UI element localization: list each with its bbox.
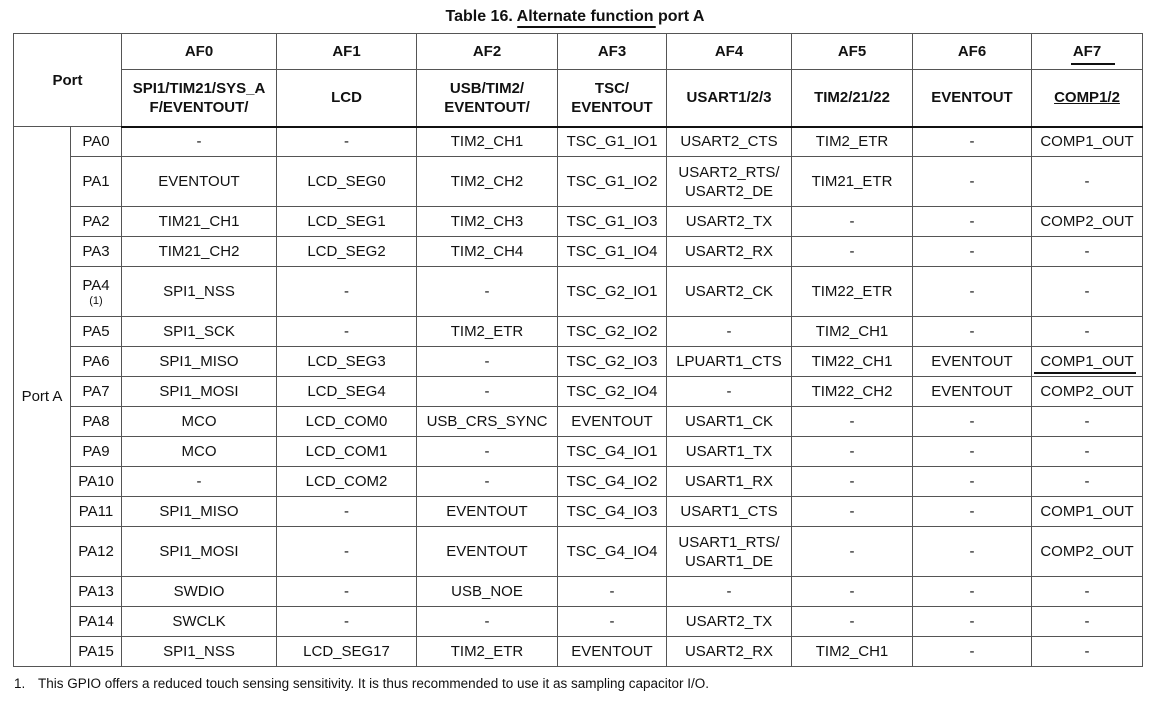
af7-cell: COMP2_OUT [1032,527,1143,577]
port-group-label: Port A [14,127,71,667]
af3-cell: EVENTOUT [558,407,667,437]
af1-cell: LCD_SEG1 [277,207,417,237]
af3-cell: TSC_G4_IO1 [558,437,667,467]
header-af7-functions [1032,70,1143,127]
af1-cell: - [277,527,417,577]
af4-cell: USART2_CTS [667,127,792,157]
header-af7-functions-text: COMP1/2 [1054,89,1120,107]
af1-cell: LCD_SEG17 [277,637,417,667]
af1-cell: LCD_COM2 [277,467,417,497]
table-row [14,377,1143,407]
af6-cell: - [913,267,1032,317]
af7-cell: - [1032,267,1143,317]
pin-name: PA0 [82,133,110,150]
table-row [14,157,1143,207]
af1-cell: LCD_SEG3 [277,347,417,377]
pin-name: PA13 [78,583,114,600]
af7-cell: - [1032,577,1143,607]
table-row [14,207,1143,237]
pin-name: PA1 [82,173,110,190]
af0-cell: SPI1_MISO [122,347,277,377]
pin-name: PA4 [82,277,110,294]
pin-name: PA12 [78,543,114,560]
header-row-af [14,34,1143,70]
alternate-function-table [13,33,1143,667]
footnote [14,676,709,691]
pin-name: PA9 [82,443,110,460]
af6-cell: - [913,317,1032,347]
header-af7-label: AF7 [1072,43,1102,60]
af5-cell: - [792,607,913,637]
af0-cell: SPI1_NSS [122,267,277,317]
pin-name: PA3 [82,243,110,260]
pin-name: PA11 [78,503,114,520]
table-row [14,317,1143,347]
footnote-text: This GPIO offers a reduced touch sensing sensitivity. It is thus recommended to use it as sampling capacitor I/O. [38,676,710,691]
header-af7 [1032,34,1143,70]
pin-cell [71,347,122,377]
af2-cell: - [417,267,558,317]
af4-cell: - [667,317,792,347]
af2-cell: - [417,607,558,637]
af7-cell: COMP2_OUT [1032,377,1143,407]
footnote-number: 1. [14,676,26,691]
af7-cell: COMP1_OUT [1032,347,1143,377]
header-af3-functions: TSC/ EVENTOUT [558,70,667,127]
af6-cell: EVENTOUT [913,377,1032,407]
af4-cell: USART2_TX [667,607,792,637]
af0-cell: - [122,127,277,157]
af4-cell: LPUART1_CTS [667,347,792,377]
af6-cell: - [913,237,1032,267]
af6-cell: - [913,467,1032,497]
af3-cell: TSC_G1_IO2 [558,157,667,207]
af0-cell: SPI1_MISO [122,497,277,527]
af4-cell: USART1_RTS/ USART1_DE [667,527,792,577]
table-row [14,407,1143,437]
pin-cell [71,267,122,317]
pin-cell [71,497,122,527]
table-row [14,607,1143,637]
af3-cell: - [558,577,667,607]
af6-cell: - [913,407,1032,437]
af0-cell: EVENTOUT [122,157,277,207]
table-row [14,347,1143,377]
pin-cell [71,127,122,157]
table-row [14,577,1143,607]
af2-cell: TIM2_CH3 [417,207,558,237]
table-row [14,437,1143,467]
af3-cell: EVENTOUT [558,637,667,667]
af6-cell: - [913,577,1032,607]
header-row-functions [14,70,1143,127]
af1-cell: - [277,607,417,637]
header-af0: AF0 [122,34,277,70]
af5-cell: - [792,527,913,577]
af1-cell: - [277,317,417,347]
af6-cell: - [913,637,1032,667]
pin-name: PA8 [82,413,110,430]
af4-cell: - [667,377,792,407]
af1-cell: LCD_SEG0 [277,157,417,207]
header-af2-functions: USB/TIM2/ EVENTOUT/ [417,70,558,127]
af1-cell: LCD_SEG2 [277,237,417,267]
af6-cell: - [913,607,1032,637]
af1-cell: - [277,127,417,157]
af7-cell: - [1032,407,1143,437]
af3-cell: TSC_G4_IO2 [558,467,667,497]
pin-cell [71,527,122,577]
pin-cell [71,317,122,347]
af7-cell: - [1032,237,1143,267]
af3-cell: - [558,607,667,637]
af7-cell: COMP1_OUT [1032,497,1143,527]
af5-cell: - [792,407,913,437]
af5-cell: TIM2_CH1 [792,637,913,667]
pin-cell [71,407,122,437]
table-row [14,497,1143,527]
header-af3: AF3 [558,34,667,70]
table-row [14,637,1143,667]
af0-cell: - [122,467,277,497]
af4-cell: USART1_CK [667,407,792,437]
af6-cell: - [913,157,1032,207]
af5-cell: TIM22_CH1 [792,347,913,377]
pin-cell [71,437,122,467]
header-af5-functions: TIM2/21/22 [792,70,913,127]
af2-cell: EVENTOUT [417,497,558,527]
header-port: Port [14,34,122,127]
af-value: TSC_G2_IO3 [566,353,658,370]
header-af1-functions: LCD [277,70,417,127]
pin-cell [71,577,122,607]
header-af6-functions: EVENTOUT [913,70,1032,127]
af1-cell: - [277,577,417,607]
af7-cell: - [1032,607,1143,637]
af5-cell: TIM2_CH1 [792,317,913,347]
caption-prefix: Table 16. [445,8,517,25]
caption-suffix: port A [653,8,705,25]
af4-cell: USART1_CTS [667,497,792,527]
af1-cell: LCD_COM0 [277,407,417,437]
af1-cell: - [277,267,417,317]
pin-name: PA10 [78,473,114,490]
af2-cell: - [417,347,558,377]
af6-cell: - [913,527,1032,577]
af6-cell: - [913,437,1032,467]
header-af1: AF1 [277,34,417,70]
af6-cell: EVENTOUT [913,347,1032,377]
pin-footnote-ref: (1) [89,295,103,307]
af4-cell: USART2_RX [667,237,792,267]
af5-cell: TIM2_ETR [792,127,913,157]
af4-cell: - [667,577,792,607]
af3-cell: TSC_G2_IO4 [558,377,667,407]
af3-cell: TSC_G1_IO3 [558,207,667,237]
af0-cell: SWDIO [122,577,277,607]
af5-cell: - [792,467,913,497]
af5-cell: TIM22_CH2 [792,377,913,407]
af7-cell: COMP2_OUT [1032,207,1143,237]
pin-cell [71,607,122,637]
af2-cell: - [417,437,558,467]
af5-cell: TIM22_ETR [792,267,913,317]
table-row [14,267,1143,317]
af2-cell: TIM2_CH1 [417,127,558,157]
af1-cell: LCD_SEG4 [277,377,417,407]
af2-cell: USB_NOE [417,577,558,607]
header-af5: AF5 [792,34,913,70]
table-caption [0,8,1150,26]
af7-cell: - [1032,317,1143,347]
af3-cell: TSC_G4_IO3 [558,497,667,527]
table-body [14,127,1143,667]
af0-cell: SPI1_NSS [122,637,277,667]
table-row [14,527,1143,577]
af4-cell: USART2_CK [667,267,792,317]
af7-cell: - [1032,437,1143,467]
pin-cell [71,637,122,667]
af4-cell: USART1_RX [667,467,792,497]
af2-cell: - [417,467,558,497]
af5-cell: - [792,577,913,607]
pin-cell [71,207,122,237]
af6-cell: - [913,127,1032,157]
pin-name: PA7 [82,383,110,400]
caption-annotated-text: Alternate function [516,8,654,25]
af2-cell: TIM2_ETR [417,317,558,347]
header-af4-functions: USART1/2/3 [667,70,792,127]
af7-cell: - [1032,637,1143,667]
table-row [14,127,1143,157]
af3-cell: TSC_G2_IO1 [558,267,667,317]
af0-cell: MCO [122,407,277,437]
af4-cell: USART1_TX [667,437,792,467]
pin-cell [71,237,122,267]
pin-name: PA15 [78,643,114,660]
af3-cell [558,347,667,377]
af2-cell: TIM2_ETR [417,637,558,667]
af3-cell: TSC_G2_IO2 [558,317,667,347]
af0-cell: TIM21_CH2 [122,237,277,267]
af3-cell: TSC_G4_IO4 [558,527,667,577]
af0-cell: SPI1_SCK [122,317,277,347]
af3-cell: TSC_G1_IO4 [558,237,667,267]
pin-name: PA14 [78,613,114,630]
pin-name: PA6 [82,353,110,370]
af5-cell: TIM21_ETR [792,157,913,207]
af6-cell: - [913,207,1032,237]
af0-cell: TIM21_CH1 [122,207,277,237]
af5-cell: - [792,237,913,267]
af7-cell: - [1032,467,1143,497]
pin-cell [71,467,122,497]
af4-cell: USART2_TX [667,207,792,237]
pin-cell [71,157,122,207]
af0-cell: SPI1_MOSI [122,527,277,577]
af6-cell: - [913,497,1032,527]
af3-cell: TSC_G1_IO1 [558,127,667,157]
pin-name: PA2 [82,213,110,230]
af0-cell: SPI1_MOSI [122,377,277,407]
af5-cell: - [792,497,913,527]
af4-cell: USART2_RX [667,637,792,667]
af7-cell: COMP1_OUT [1032,127,1143,157]
table-row [14,237,1143,267]
table-row [14,467,1143,497]
af2-cell: USB_CRS_SYNC [417,407,558,437]
header-af6: AF6 [913,34,1032,70]
af2-cell: TIM2_CH2 [417,157,558,207]
af2-cell: EVENTOUT [417,527,558,577]
af5-cell: - [792,207,913,237]
af0-cell: MCO [122,437,277,467]
af7-cell: - [1032,157,1143,207]
pin-cell [71,377,122,407]
af2-cell: - [417,377,558,407]
af1-cell: - [277,497,417,527]
header-af0-functions: SPI1/TIM21/SYS_A F/EVENTOUT/ [122,70,277,127]
header-af4: AF4 [667,34,792,70]
af4-cell: USART2_RTS/ USART2_DE [667,157,792,207]
pin-name: PA5 [82,323,110,340]
header-af2: AF2 [417,34,558,70]
af1-cell: LCD_COM1 [277,437,417,467]
af2-cell: TIM2_CH4 [417,237,558,267]
af5-cell: - [792,437,913,467]
af0-cell: SWCLK [122,607,277,637]
